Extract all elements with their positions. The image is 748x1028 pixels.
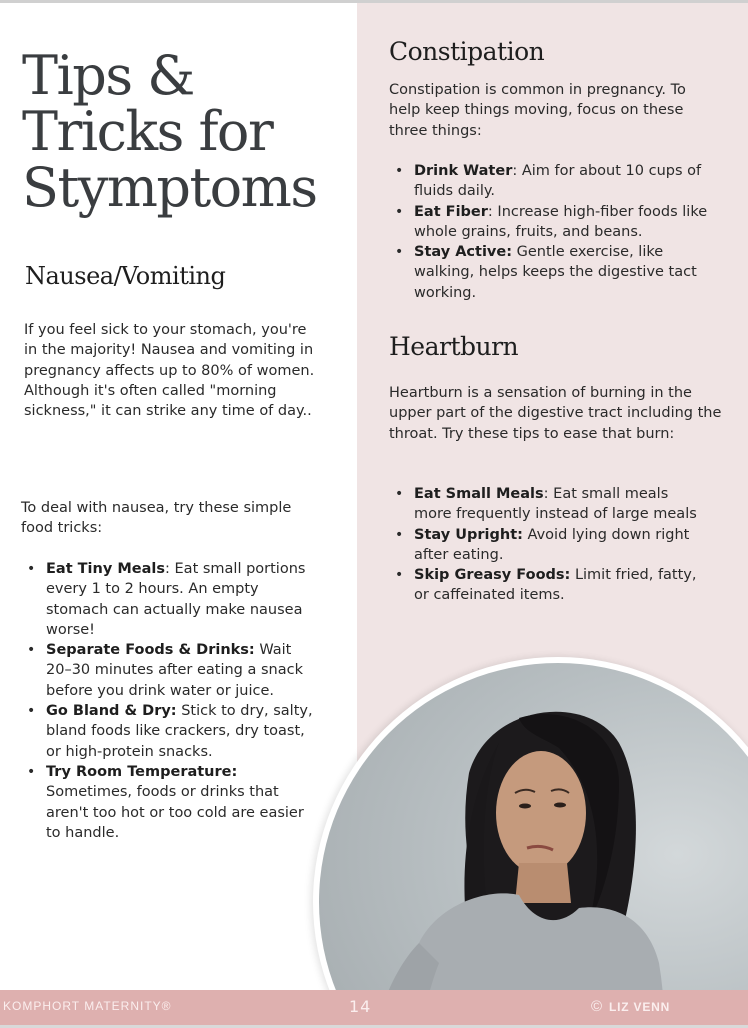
bullet-icon: • xyxy=(27,642,36,659)
tip-label: Separate Foods & Drinks: xyxy=(46,642,255,659)
constipation-heading: Constipation xyxy=(389,37,545,66)
tip-text: Sometimes, foods or drinks that aren't too hot or too cold are easier to handle. xyxy=(46,784,304,841)
list-item xyxy=(21,640,321,701)
page-footer xyxy=(0,990,748,1025)
copyright-icon: © xyxy=(591,998,603,1015)
tip-text: Eat small meals more frequently instead of large meals xyxy=(414,486,697,523)
list-item xyxy=(389,202,719,243)
list-item xyxy=(21,701,321,762)
tip-text: Gentle exercise, like walking, helps keeps the digestive tact working. xyxy=(414,244,697,301)
bullet-icon: • xyxy=(395,567,404,584)
heartburn-intro: Heartburn is a sensation of burning in the upper part of the digestive tract including the throat. Try these tips to ease that burn: xyxy=(389,385,722,442)
bullet-icon: • xyxy=(395,203,404,220)
tip-text: Eat small portions every 1 to 2 hours. An empty stomach can actually make nausea worse! xyxy=(46,561,306,638)
tip-text: Avoid lying down right after eating. xyxy=(414,526,690,563)
footer-copyright xyxy=(591,998,670,1015)
bullet-icon: • xyxy=(395,163,404,179)
list-item xyxy=(389,484,709,525)
tip-text: Wait 20–30 minutes after eating a snack before you drink water or juice. xyxy=(46,642,303,699)
nausea-heading: Nausea/Vomiting xyxy=(25,262,226,290)
bullet-icon: • xyxy=(395,526,404,543)
constipation-intro: Constipation is common in pregnancy. To help keep things moving, focus on these three things: xyxy=(389,82,686,139)
bullet-icon: • xyxy=(395,244,404,261)
list-item xyxy=(389,565,709,606)
tip-sep: : xyxy=(512,163,522,179)
tip-text: Limit fried, fatty, or caffeinated items. xyxy=(414,567,697,604)
tip-label: Drink Water xyxy=(414,163,513,179)
woman-illustration-icon xyxy=(319,663,748,1028)
tip-label: Eat Fiber xyxy=(414,203,488,220)
bullet-icon: • xyxy=(27,703,36,720)
tip-label: Go Bland & Dry: xyxy=(46,703,177,720)
title-line-1: Tips & xyxy=(22,44,194,107)
heartburn-tips-list xyxy=(389,484,709,606)
footer-brand: KOMPHORT MATERNITY® xyxy=(3,999,172,1013)
tip-label: Stay Upright: xyxy=(414,526,523,543)
tip-text: Aim for about 10 cups of fluids daily. xyxy=(414,163,702,200)
bullet-icon: • xyxy=(27,763,36,780)
tip-sep: : xyxy=(165,561,175,577)
photo-frame xyxy=(313,657,748,1028)
list-item xyxy=(21,762,321,843)
bullet-icon: • xyxy=(395,486,404,502)
footer-author: LIZ VENN xyxy=(609,1000,671,1014)
tip-text: Stick to dry, salty, bland foods like crackers, dry toast, or high-protein snacks. xyxy=(46,703,313,760)
list-item xyxy=(389,161,719,202)
nausea-tips-list xyxy=(21,559,321,843)
heartburn-heading: Heartburn xyxy=(389,332,519,361)
title-line-2: Tricks for xyxy=(22,100,273,163)
tip-label: Skip Greasy Foods: xyxy=(414,567,571,584)
list-item xyxy=(389,242,719,303)
tip-text: Increase high-fiber foods like whole grains, fruits, and beans. xyxy=(414,203,708,240)
page-number: 14 xyxy=(349,997,372,1016)
tip-label: Stay Active: xyxy=(414,244,513,261)
tip-label: Eat Tiny Meals xyxy=(46,561,166,577)
tip-sep: : xyxy=(487,203,498,220)
tip-sep: : xyxy=(543,486,554,502)
nausea-lead: To deal with nausea, try these simple food tricks: xyxy=(21,500,292,537)
bullet-icon: • xyxy=(27,561,36,577)
title-line-3: Stymptoms xyxy=(22,156,317,219)
tip-label: Eat Small Meals xyxy=(414,486,544,502)
nausea-intro: If you feel sick to your stomach, you're in the majority! Nausea and vomiting in pregnancy affects up to 80% of women. Although it's often called "morning sickness," it can strike any time of day.. xyxy=(24,322,315,420)
list-item xyxy=(389,525,709,566)
pregnant-woman-photo xyxy=(319,663,748,1028)
list-item xyxy=(21,559,321,640)
constipation-tips-list xyxy=(389,161,719,303)
tip-label: Try Room Temperature: xyxy=(46,763,238,780)
page-title xyxy=(22,44,342,219)
